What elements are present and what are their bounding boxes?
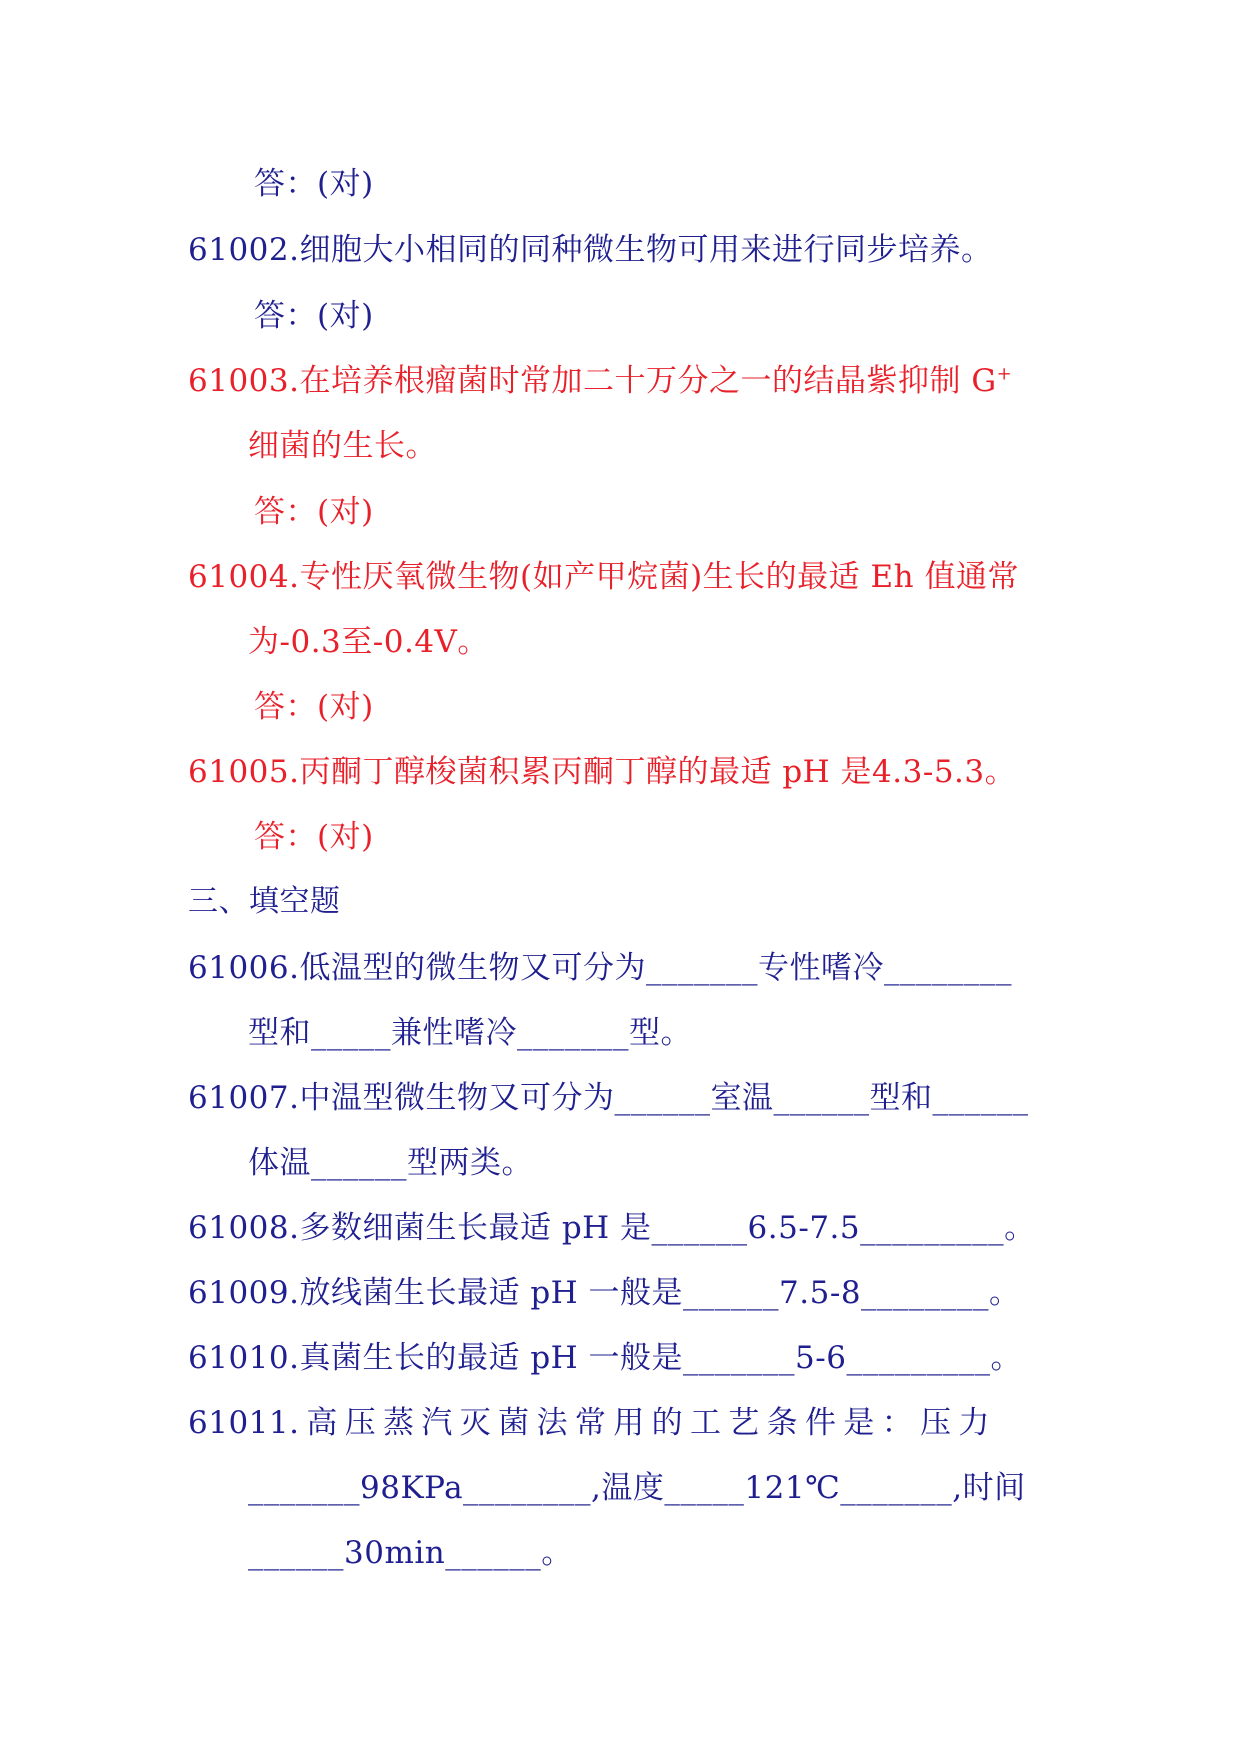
- answer-line: 答：(对): [254, 689, 374, 725]
- question-61004-line2: 为-0.3至-0.4V。: [248, 624, 489, 660]
- q61011-part: ：: [881, 1405, 914, 1441]
- q61011-part: 压: [920, 1405, 952, 1441]
- question-61011-line2: _______98KPa________,温度_____121℃_______,时间: [248, 1470, 1026, 1506]
- q61011-part: 用: [613, 1405, 645, 1441]
- q61011-part: 条: [766, 1405, 799, 1441]
- question-61008: 61008.多数细菌生长最适 pH 是______6.5-7.5_________。: [188, 1210, 1036, 1246]
- question-61007-line1: 61007.中温型微生物又可分为______室温______型和______: [188, 1080, 1029, 1116]
- q61011-part: 61011.: [188, 1405, 300, 1441]
- q61011-part: 是: [843, 1405, 875, 1441]
- q61011-part: 汽: [421, 1405, 453, 1441]
- question-61006-line2: 型和_____兼性嗜冷_______型。: [248, 1015, 692, 1051]
- q61011-part: 力: [958, 1405, 990, 1441]
- question-61003-line2: 细菌的生长。: [248, 428, 437, 464]
- q61011-part: 常: [574, 1405, 607, 1441]
- question-61006-line1: 61006.低温型的微生物又可分为_______专性嗜冷________: [188, 950, 1012, 986]
- q61011-part: 菌: [498, 1405, 530, 1441]
- q61011-part: 压: [344, 1405, 377, 1441]
- q61011-part: 法: [536, 1405, 568, 1441]
- q61011-part: 艺: [728, 1405, 760, 1441]
- section-heading: 三、填空题: [188, 884, 341, 919]
- question-61003-line1: [188, 361, 1012, 401]
- q61011-part: 高: [306, 1405, 338, 1441]
- answer-line: 答：(对): [254, 819, 374, 855]
- q61011-part: 件: [805, 1405, 837, 1441]
- question-61003-text: 61003.在培养根瘤菌时常加二十万分之一的结晶紫抑制 G: [188, 363, 997, 399]
- question-61011-line3: ______30min______。: [248, 1535, 573, 1571]
- question-61004-line1: 61004.专性厌氧微生物(如产甲烷菌)生长的最适 Eh 值通常: [188, 559, 1019, 595]
- q61011-part: 蒸: [383, 1405, 415, 1441]
- question-61005: 61005.丙酮丁醇梭菌积累丙酮丁醇的最适 pH 是4.3-5.3。: [188, 754, 1017, 790]
- question-61002: 61002.细胞大小相同的同种微生物可用来进行同步培养。: [188, 232, 993, 268]
- q61011-part: 的: [651, 1405, 684, 1441]
- answer-line: 答：(对): [254, 166, 374, 202]
- question-61007-line2: 体温______型两类。: [248, 1145, 533, 1181]
- q61011-part: 工: [689, 1405, 722, 1441]
- answer-line: 答：(对): [254, 494, 374, 530]
- superscript-plus: +: [996, 363, 1013, 385]
- q61011-part: 灭: [459, 1405, 492, 1441]
- question-61010: 61010.真菌生长的最适 pH 一般是_______5-6_________。: [188, 1340, 1022, 1376]
- question-61011-line1: [188, 1403, 990, 1443]
- question-61009: 61009.放线菌生长最适 pH 一般是______7.5-8________。: [188, 1275, 1021, 1311]
- answer-line: 答：(对): [254, 298, 374, 334]
